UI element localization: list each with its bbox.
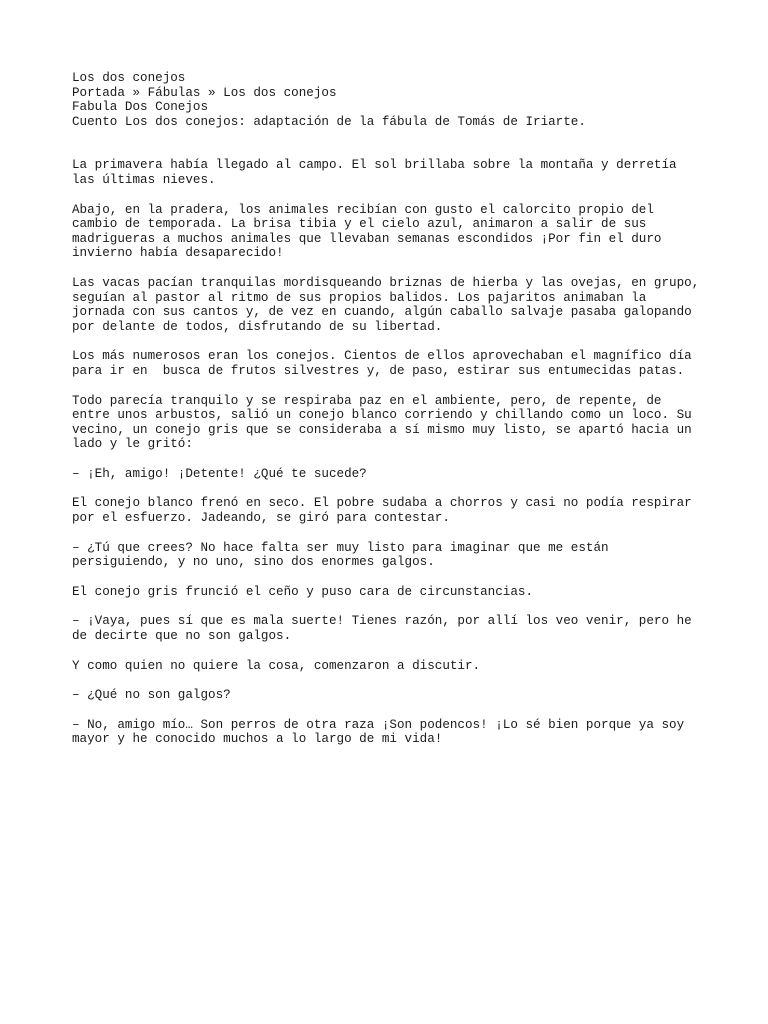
- paragraph-10: [72, 614, 702, 643]
- paragraph-line: por el esfuerzo. Jadeando, se giró para contestar.: [72, 511, 450, 526]
- page-subtitle: Fabula Dos Conejos: [72, 100, 209, 115]
- page-description: Cuento Los dos conejos: adaptación de la fábula de Tomás de Iriarte.: [72, 114, 586, 129]
- paragraph-line: Y como quien no quiere la cosa, comenzaron a discutir.: [72, 658, 481, 673]
- paragraph-line: Todo parecía tranquilo y se respiraba paz en el ambiente, pero, de repente, de: [72, 393, 662, 408]
- document-header: [72, 71, 702, 129]
- paragraph-line: La primavera había llegado al campo. El sol brillaba sobre la montaña y derretía: [72, 158, 677, 173]
- dialogue-line: – ¿Qué no son galgos?: [72, 688, 231, 703]
- paragraph-line: las últimas nieves.: [72, 172, 216, 187]
- paragraph-11: [72, 659, 702, 674]
- paragraph-line: Los más numerosos eran los conejos. Cientos de ellos aprovechaban el magnífico día: [72, 349, 692, 364]
- paragraph-12: [72, 688, 702, 703]
- dialogue-line: mayor y he conocido muchos a lo largo de mi vida!: [72, 732, 443, 747]
- paragraph-line: vecino, un conejo gris que se consideraba a sí mismo muy listo, se apartó hacia un: [72, 422, 692, 437]
- paragraph-6: [72, 467, 702, 482]
- paragraph-line: invierno había desaparecido!: [72, 246, 284, 261]
- paragraph-8: [72, 541, 702, 570]
- document-page: [72, 71, 702, 762]
- paragraph-line: entre unos arbustos, salió un conejo blanco corriendo y chillando como un loco. Su: [72, 408, 692, 423]
- paragraph-7: [72, 496, 702, 525]
- paragraph-line: cambio de temporada. La brisa tibia y el cielo azul, animaron a salir de sus: [72, 217, 647, 232]
- dialogue-line: de decirte que no son galgos.: [72, 629, 292, 644]
- dialogue-line: persiguiendo, y no uno, sino dos enormes galgos.: [72, 555, 435, 570]
- paragraph-5: [72, 394, 702, 452]
- dialogue-line: – ¡Eh, amigo! ¡Detente! ¿Qué te sucede?: [72, 466, 367, 481]
- paragraph-1: [72, 158, 702, 187]
- dialogue-line: – No, amigo mío… Son perros de otra raza ¡Son podencos! ¡Lo sé bien porque ya soy: [72, 717, 685, 732]
- paragraph-line: Abajo, en la pradera, los animales recibían con gusto el calorcito propio del: [72, 202, 654, 217]
- dialogue-line: – ¿Tú que crees? No hace falta ser muy listo para imaginar que me están: [72, 540, 609, 555]
- paragraph-line: por delante de todos, disfrutando de su libertad.: [72, 319, 443, 334]
- dialogue-line: – ¡Vaya, pues sí que es mala suerte! Tienes razón, por allí los veo venir, pero he: [72, 614, 692, 629]
- paragraph-line: El conejo gris frunció el ceño y puso cara de circunstancias.: [72, 584, 534, 599]
- paragraph-line: jornada con sus cantos y, de vez en cuando, algún caballo salvaje pasaba galopando: [72, 305, 692, 320]
- paragraph-4: [72, 349, 702, 378]
- paragraph-line: para ir en busca de frutos silvestres y, de paso, estirar sus entumecidas patas.: [72, 363, 685, 378]
- paragraph-3: [72, 276, 702, 334]
- paragraph-2: [72, 203, 702, 261]
- paragraph-line: madrigueras a muchos animales que llevaban semanas escondidos ¡Por fin el duro: [72, 231, 662, 246]
- paragraph-line: El conejo blanco frenó en seco. El pobre sudaba a chorros y casi no podía respirar: [72, 496, 692, 511]
- paragraph-line: lado y le gritó:: [72, 437, 193, 452]
- breadcrumb: Portada » Fábulas » Los dos conejos: [72, 85, 337, 100]
- paragraph-line: Las vacas pacían tranquilas mordisqueando briznas de hierba y las ovejas, en grupo,: [72, 275, 700, 290]
- paragraph-9: [72, 585, 702, 600]
- paragraph-13: [72, 718, 702, 747]
- paragraph-line: seguían al pastor al ritmo de sus propios balidos. Los pajaritos animaban la: [72, 290, 647, 305]
- page-title: Los dos conejos: [72, 71, 186, 85]
